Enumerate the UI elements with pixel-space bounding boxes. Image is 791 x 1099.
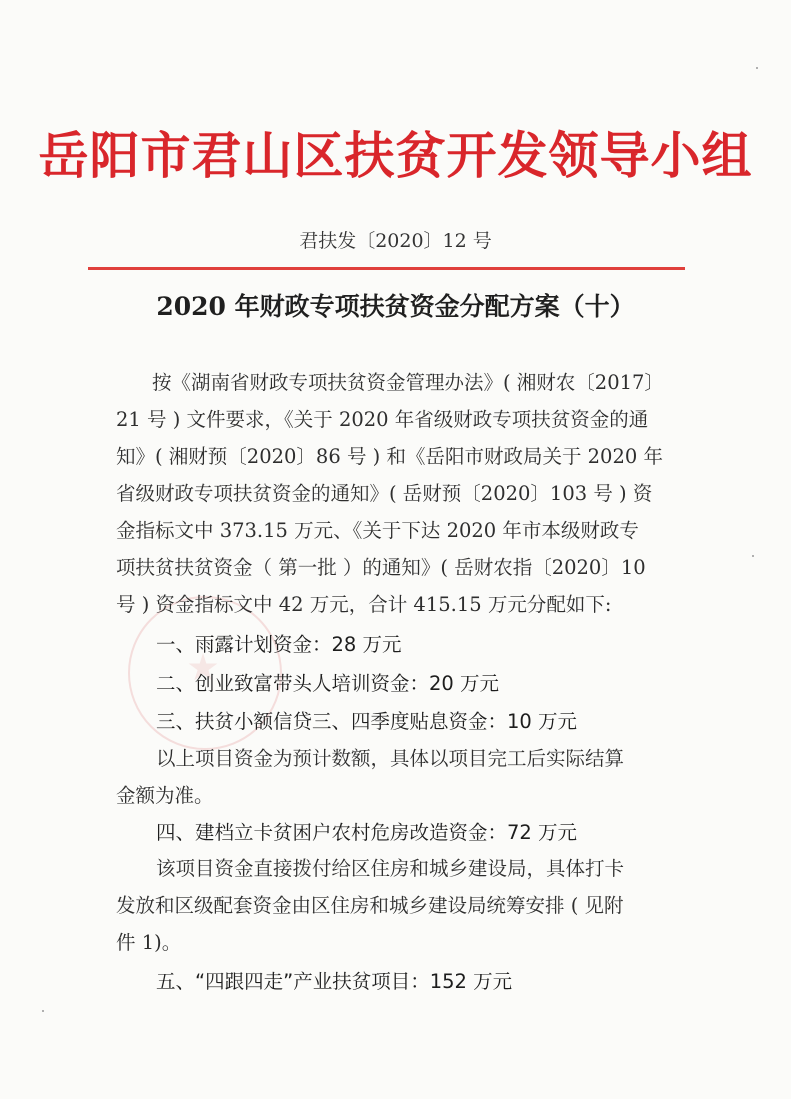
doc-title: 2020 年财政专项扶贫资金分配方案（十）: [156, 292, 635, 321]
intro-line: 金指标文中 373.15 万元、《关于下达 2020 年市本级财政专: [116, 519, 639, 542]
item-housing-renovation: 四、建档立卡贫困户农村危房改造资金：72 万元: [156, 821, 578, 844]
item-yulu-plan: 一、雨露计划资金：28 万元: [156, 633, 402, 656]
scan-speck: [752, 555, 754, 557]
scan-speck: [42, 1010, 44, 1012]
org-title: 岳阳市君山区扶贫开发领导小组: [38, 126, 753, 185]
doc-number: 君扶发〔2020〕12 号: [299, 230, 492, 252]
note-line: 以上项目资金为预计数额，具体以项目完工后实际结算: [156, 747, 625, 770]
intro-line: 号 ) 资金指标文中 42 万元，合计 415.15 万元分配如下:: [116, 593, 612, 616]
housing-line: 发放和区级配套资金由区住房和城乡建设局统筹安排 ( 见附: [116, 894, 624, 917]
note-line: 金额为准。: [116, 784, 214, 807]
item-entrepreneur-training: 二、创业致富带头人培训资金：20 万元: [156, 672, 500, 695]
red-divider: [88, 267, 685, 270]
intro-line: 知》( 湘财预〔2020〕86 号 ) 和《岳阳市财政局关于 2020 年: [116, 445, 663, 468]
note-paragraph: [0, 740, 791, 820]
housing-line: 件 1)。: [116, 931, 182, 954]
scan-speck: [756, 67, 758, 69]
intro-paragraph: [0, 364, 791, 624]
item-industry-poverty: 五、“四跟四走”产业扶贫项目：152 万元: [156, 970, 513, 993]
housing-paragraph: [0, 850, 791, 965]
intro-line: 按《湖南省财政专项扶贫资金管理办法》( 湘财农〔2017〕: [152, 371, 664, 394]
item-microcredit-interest: 三、扶贫小额信贷三、四季度贴息资金：10 万元: [156, 710, 578, 733]
intro-line: 21 号 ) 文件要求，《关于 2020 年省级财政专项扶贫资金的通: [116, 408, 649, 431]
intro-line: 省级财政专项扶贫资金的通知》( 岳财预〔2020〕103 号 ) 资: [116, 482, 653, 505]
housing-line: 该项目资金直接拨付给区住房和城乡建设局，具体打卡: [156, 857, 625, 880]
intro-line: 项扶贫扶贫资金（ 第一批 ）的通知》( 岳财农指〔2020〕10: [116, 556, 646, 579]
